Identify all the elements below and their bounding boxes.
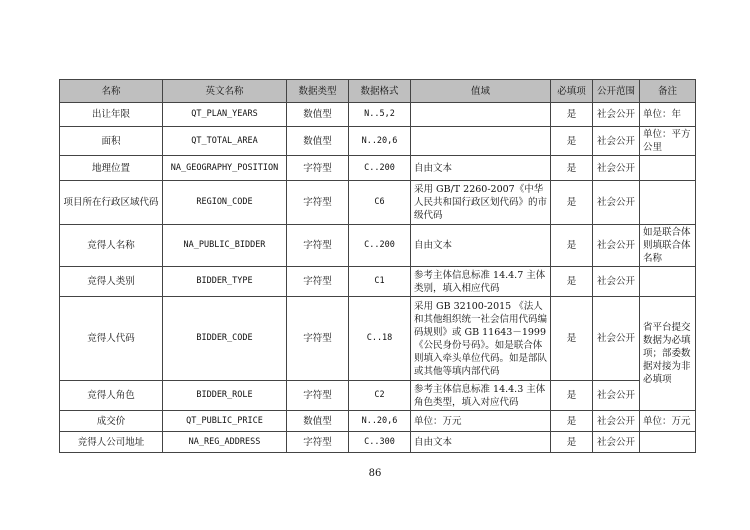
cell-domain: 自由文本 [411, 225, 551, 267]
cell-scope: 社会公开 [593, 225, 640, 267]
cell-format: C..18 [349, 297, 411, 381]
cell-type: 数值型 [287, 127, 349, 156]
table-row [60, 411, 696, 432]
cell-english-name: REGION_CODE [163, 181, 287, 225]
cell-note [640, 156, 696, 181]
cell-scope: 社会公开 [593, 432, 640, 453]
cell-format: C1 [349, 267, 411, 297]
cell-domain: 参考主体信息标准 14.4.7 主体类别，填入相应代码 [411, 267, 551, 297]
cell-required: 是 [551, 381, 593, 411]
cell-type: 数值型 [287, 411, 349, 432]
header-required: 必填项 [551, 80, 593, 103]
cell-name: 竞得人名称 [60, 225, 163, 267]
cell-required: 是 [551, 103, 593, 127]
table-row [60, 297, 696, 381]
cell-required: 是 [551, 267, 593, 297]
cell-type: 字符型 [287, 156, 349, 181]
cell-scope: 社会公开 [593, 297, 640, 381]
cell-domain [411, 103, 551, 127]
cell-scope: 社会公开 [593, 127, 640, 156]
cell-name: 面积 [60, 127, 163, 156]
header-data-format: 数据格式 [349, 80, 411, 103]
cell-name: 竞得人代码 [60, 297, 163, 381]
cell-type: 字符型 [287, 181, 349, 225]
table-row [60, 381, 696, 411]
header-row [60, 80, 696, 103]
cell-required: 是 [551, 181, 593, 225]
cell-note: 单位：平方公里 [640, 127, 696, 156]
cell-name: 出让年限 [60, 103, 163, 127]
cell-required: 是 [551, 127, 593, 156]
cell-english-name: NA_GEOGRAPHY_POSITION [163, 156, 287, 181]
cell-domain: 单位：万元 [411, 411, 551, 432]
table-row [60, 432, 696, 453]
cell-scope: 社会公开 [593, 156, 640, 181]
cell-english-name: BIDDER_ROLE [163, 381, 287, 411]
cell-domain: 自由文本 [411, 432, 551, 453]
cell-type: 字符型 [287, 297, 349, 381]
cell-english-name: QT_PUBLIC_PRICE [163, 411, 287, 432]
page-number: 86 [368, 468, 382, 479]
cell-name: 竞得人类别 [60, 267, 163, 297]
table-row [60, 156, 696, 181]
data-spec-table [59, 79, 696, 453]
cell-scope: 社会公开 [593, 411, 640, 432]
cell-note: 单位：年 [640, 103, 696, 127]
cell-name: 竞得人公司地址 [60, 432, 163, 453]
cell-format: C2 [349, 381, 411, 411]
cell-type: 字符型 [287, 432, 349, 453]
cell-format: N..20,6 [349, 411, 411, 432]
header-value-domain: 值域 [411, 80, 551, 103]
cell-scope: 社会公开 [593, 103, 640, 127]
table-row [60, 181, 696, 225]
cell-english-name: NA_PUBLIC_BIDDER [163, 225, 287, 267]
cell-format: C..200 [349, 156, 411, 181]
cell-required: 是 [551, 156, 593, 181]
header-name: 名称 [60, 80, 163, 103]
cell-required: 是 [551, 225, 593, 267]
cell-domain [411, 127, 551, 156]
header-scope: 公开范围 [593, 80, 640, 103]
cell-required: 是 [551, 411, 593, 432]
cell-scope: 社会公开 [593, 267, 640, 297]
cell-note: 单位：万元 [640, 411, 696, 432]
header-note: 备注 [640, 80, 696, 103]
cell-domain: 自由文本 [411, 156, 551, 181]
cell-required: 是 [551, 432, 593, 453]
cell-type: 字符型 [287, 225, 349, 267]
cell-english-name: BIDDER_TYPE [163, 267, 287, 297]
cell-name: 竞得人角色 [60, 381, 163, 411]
cell-domain: 采用 GB/T 2260-2007《中华人民共和国行政区划代码》的市级代码 [411, 181, 551, 225]
cell-note: 省平台提交数据为必填项；部委数据对接为非必填项 [640, 297, 696, 411]
cell-scope: 社会公开 [593, 181, 640, 225]
cell-format: C6 [349, 181, 411, 225]
table-row [60, 127, 696, 156]
cell-name: 项目所在行政区域代码 [60, 181, 163, 225]
cell-domain: 参考主体信息标准 14.4.3 主体角色类型，填入对应代码 [411, 381, 551, 411]
cell-note [640, 181, 696, 225]
cell-type: 字符型 [287, 381, 349, 411]
cell-note [640, 432, 696, 453]
cell-scope: 社会公开 [593, 381, 640, 411]
cell-name: 成交价 [60, 411, 163, 432]
cell-type: 字符型 [287, 267, 349, 297]
cell-note [640, 267, 696, 297]
cell-format: N..5,2 [349, 103, 411, 127]
cell-name: 地理位置 [60, 156, 163, 181]
cell-english-name: BIDDER_CODE [163, 297, 287, 381]
cell-domain: 采用 GB 32100-2015 《法人和其他组织统一社会信用代码编码规则》或 GB 11643－1999《公民身份号码》。如是联合体则填入牵头单位代码。如是部队或其他等填内部代码 [411, 297, 551, 381]
cell-format: C..300 [349, 432, 411, 453]
table-row [60, 103, 696, 127]
header-data-type: 数据类型 [287, 80, 349, 103]
cell-type: 数值型 [287, 103, 349, 127]
cell-required: 是 [551, 297, 593, 381]
cell-english-name: QT_TOTAL_AREA [163, 127, 287, 156]
cell-format: N..20,6 [349, 127, 411, 156]
cell-note: 如是联合体则填联合体名称 [640, 225, 696, 267]
table-row [60, 267, 696, 297]
header-english-name: 英文名称 [163, 80, 287, 103]
cell-english-name: QT_PLAN_YEARS [163, 103, 287, 127]
cell-format: C..200 [349, 225, 411, 267]
table-row [60, 225, 696, 267]
cell-english-name: NA_REG_ADDRESS [163, 432, 287, 453]
